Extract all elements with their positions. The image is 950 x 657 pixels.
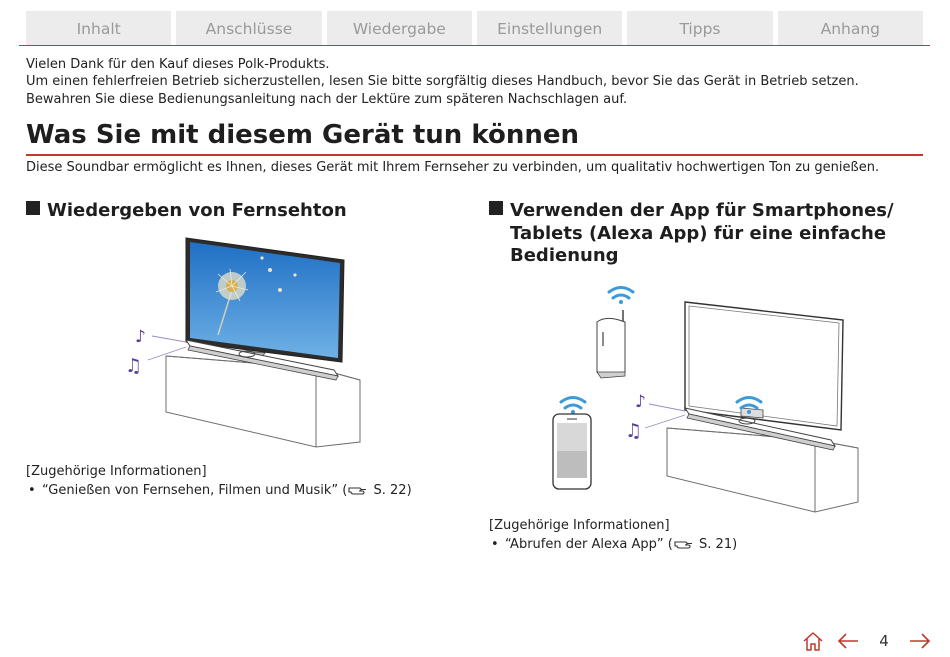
- intro-line: Vielen Dank für den Kauf dieses Polk-Produkts.: [26, 57, 330, 72]
- app-control-illustration: [545, 280, 863, 515]
- tab-anhang[interactable]: Anhang: [778, 11, 923, 46]
- tab-anschluesse[interactable]: Anschlüsse: [176, 11, 321, 46]
- tab-divider: [19, 45, 930, 46]
- pointing-hand-icon: [674, 538, 694, 550]
- related-info-title: [Zugehörige Informationen]: [489, 518, 670, 533]
- router: [597, 310, 625, 378]
- intro-line: Bewahren Sie diese Bedienungsanleitung nach der Lektüre zum späteren Nachschlagen auf.: [26, 91, 628, 107]
- page-footer-nav: [802, 630, 932, 652]
- previous-page-button[interactable]: [836, 632, 860, 650]
- right-heading-line: Bedienung: [510, 245, 619, 266]
- heading-square-icon: [26, 201, 40, 215]
- tab-inhalt[interactable]: Inhalt: [26, 11, 171, 46]
- wifi-icon: [561, 398, 585, 415]
- smartphone: [553, 414, 591, 489]
- tv-soundbar-illustration: [120, 230, 370, 452]
- home-button[interactable]: [802, 630, 824, 652]
- related-page-ref[interactable]: S. 22: [373, 482, 407, 498]
- wifi-icon: [609, 288, 633, 305]
- music-note-icon: ♪: [635, 392, 646, 412]
- music-note-icon: ♫: [625, 420, 643, 442]
- right-heading-text: [489, 200, 909, 268]
- bullet-icon: •: [28, 482, 36, 498]
- music-note-icon: ♪: [135, 327, 146, 347]
- arrow-left-icon: [836, 632, 860, 650]
- section-lead: Diese Soundbar ermöglicht es Ihnen, dieses Gerät mit Ihrem Fernseher zu verbinden, um qualitativ hochwertigen Ton zu genießen.: [26, 160, 880, 175]
- top-navigation-tabs: [26, 11, 923, 46]
- related-page-ref[interactable]: S. 21: [699, 536, 733, 552]
- bullet-icon: •: [491, 536, 499, 552]
- left-heading: [26, 200, 446, 223]
- related-link[interactable]: “Genießen von Fernsehen, Filmen und Musik”: [42, 482, 339, 498]
- tv-frame: [685, 302, 843, 430]
- right-related-info: [489, 517, 737, 554]
- heading-square-icon: [489, 201, 503, 215]
- music-note-icon: ♫: [125, 355, 143, 377]
- right-heading-line: Tablets (Alexa App) für eine einfache: [510, 222, 887, 244]
- home-icon: [802, 630, 824, 652]
- right-heading: [489, 200, 909, 268]
- right-heading-line: Verwenden der App für Smartphones/: [510, 200, 894, 221]
- arrow-right-icon: [908, 632, 932, 650]
- tab-tipps[interactable]: Tipps: [627, 11, 772, 46]
- intro-text: [26, 56, 926, 108]
- page-number: 4: [879, 632, 889, 650]
- section-title-underline: [26, 154, 923, 156]
- left-related-info: [26, 463, 412, 500]
- left-heading-text: Wiedergeben von Fernsehton: [47, 200, 347, 221]
- related-info-item: • “Abrufen der Alexa App” ( S. 21): [489, 536, 737, 555]
- pointing-hand-icon: [348, 484, 368, 496]
- tab-wiedergabe[interactable]: Wiedergabe: [327, 11, 472, 46]
- intro-line: Um einen fehlerfreien Betrieb sicherzustellen, lesen Sie bitte sorgfältig dieses Handbuch, bevor Sie das Gerät in Betrieb setzen.: [26, 74, 859, 90]
- next-page-button[interactable]: [908, 632, 932, 650]
- section-title: Was Sie mit diesem Gerät tun können: [26, 120, 579, 150]
- related-info-title: [Zugehörige Informationen]: [26, 464, 207, 479]
- related-info-item: • “Genießen von Fernsehen, Filmen und Musik” ( S. 22): [26, 482, 412, 501]
- related-link[interactable]: “Abrufen der Alexa App”: [505, 536, 664, 552]
- tab-einstellungen[interactable]: Einstellungen: [477, 11, 622, 46]
